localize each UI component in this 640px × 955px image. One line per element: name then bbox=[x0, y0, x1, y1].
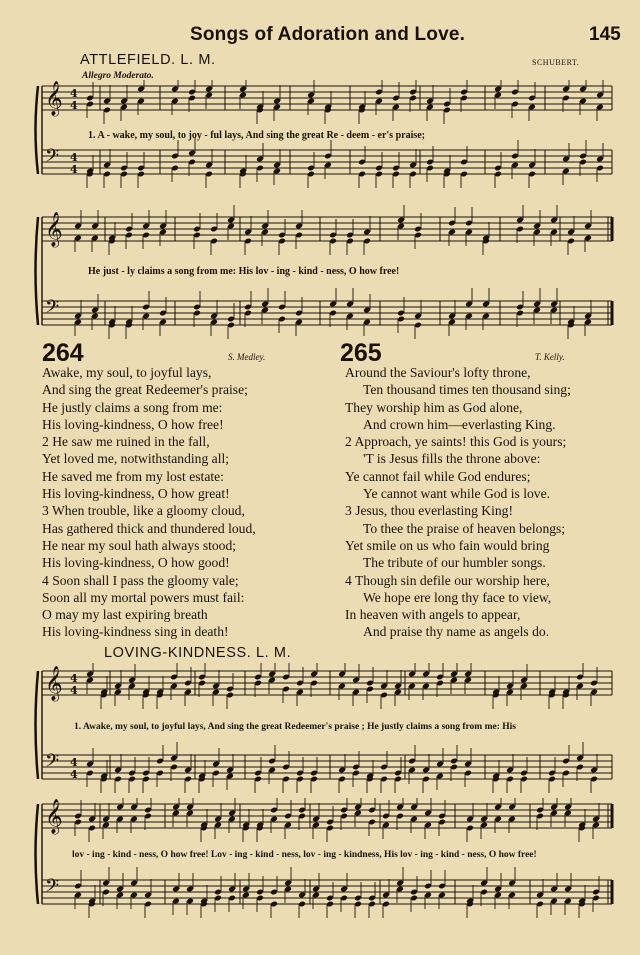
verse-line: He near my soul hath always stood; bbox=[42, 537, 237, 553]
brace bbox=[36, 86, 39, 174]
verse-line: The tribute of our humbler songs. bbox=[363, 555, 546, 571]
time-signature: 4 bbox=[70, 672, 78, 685]
bass-staff bbox=[42, 742, 612, 793]
page-title: Songs of Adoration and Love. bbox=[190, 24, 466, 45]
hymn-author: T. Kelly. bbox=[535, 352, 565, 362]
verse-line: 2 Approach, ye saints! this God is yours; bbox=[345, 434, 567, 450]
verse-line: 2 He saw me ruined in the fall, bbox=[42, 434, 210, 450]
time-signature: 4 bbox=[70, 163, 78, 176]
verse-line: Has gathered thick and thundered loud, bbox=[42, 520, 256, 536]
verse-line: Awake, my soul, to joyful lays, bbox=[42, 365, 212, 380]
treble-clef-icon: 𝄞 bbox=[45, 799, 63, 834]
brace bbox=[36, 804, 39, 904]
bass-staff bbox=[42, 867, 612, 918]
verse-line: His loving-kindness, O how good! bbox=[42, 555, 230, 571]
verse-line: O may my last expiring breath bbox=[42, 607, 208, 623]
time-signature: 4 bbox=[70, 151, 78, 164]
bass-clef-icon: 𝄢 bbox=[45, 146, 60, 171]
verse-line: And crown him—everlasting King. bbox=[363, 416, 556, 432]
page-number: 145 bbox=[589, 24, 621, 45]
bass-staff bbox=[42, 137, 612, 188]
verse-line: To thee the praise of heaven belongs; bbox=[363, 520, 566, 536]
treble-staff bbox=[42, 80, 612, 124]
time-signature: 4 bbox=[70, 684, 78, 697]
time-signature: 4 bbox=[70, 99, 78, 112]
verse-line: Ye cannot want while God is love. bbox=[363, 486, 551, 502]
time-signature: 4 bbox=[70, 87, 78, 100]
lyric-line: 1. A - wake, my soul, to joy - ful lays, And sing the great Re - deem - er's praise; bbox=[88, 130, 426, 141]
music-system-1 bbox=[0, 80, 640, 205]
verse-line: His loving-kindness, O how great! bbox=[42, 486, 230, 502]
time-signature: 4 bbox=[70, 756, 78, 769]
treble-staff bbox=[42, 663, 612, 709]
verse-line: Ten thousand times ten thousand sing; bbox=[363, 382, 571, 398]
verse-line: He saved me from my lost estate: bbox=[42, 468, 224, 484]
bass-staff bbox=[42, 288, 612, 339]
verse-line: Ye cannot fail while God endures; bbox=[345, 468, 531, 484]
verse-line: We hope ere long thy face to view, bbox=[363, 589, 552, 605]
verse-line: 3 Jesus, thou everlasting King! bbox=[345, 503, 514, 519]
hymn-264-text bbox=[42, 364, 256, 641]
tune-name-loving-kindness: LOVING-KINDNESS. L. M. bbox=[104, 645, 292, 661]
music-system-4 bbox=[0, 798, 640, 938]
hymn-number: 264 bbox=[42, 339, 84, 367]
verse-line: And praise thy name as angels do. bbox=[363, 624, 550, 640]
lyric-line: He just - ly claims a song from me: His lov - ing - kind - ness, O how free! bbox=[88, 266, 400, 277]
brace bbox=[36, 671, 39, 779]
hymn-265-text bbox=[345, 364, 571, 641]
verse-line: 4 Soon shall I pass the gloomy vale; bbox=[42, 572, 239, 588]
treble-staff bbox=[42, 205, 612, 255]
verse-line: 'T is Jesus fills the throne above: bbox=[363, 451, 541, 467]
verse-line: In heaven with angels to appear, bbox=[345, 607, 521, 623]
verse-line: He justly claims a song from me: bbox=[42, 399, 223, 415]
treble-clef-icon: 𝄞 bbox=[45, 212, 63, 247]
verse-line: They worship him as God alone, bbox=[345, 399, 523, 415]
composer: SCHUBERT. bbox=[532, 58, 580, 67]
treble-clef-icon: 𝄞 bbox=[45, 666, 63, 701]
hymn-number: 265 bbox=[340, 339, 382, 367]
verse-line: 4 Though sin defile our worship here, bbox=[345, 572, 550, 588]
verse-line: His loving-kindness, O how free! bbox=[42, 416, 224, 432]
verse-line: Around the Saviour's lofty throne, bbox=[345, 365, 531, 380]
time-signature: 4 bbox=[70, 768, 78, 781]
treble-clef-icon: 𝄞 bbox=[45, 81, 63, 116]
bass-clef-icon: 𝄢 bbox=[45, 297, 60, 322]
verse-line: Yet loved me, notwithstanding all; bbox=[42, 451, 230, 467]
verse-line: 3 When trouble, like a gloomy cloud, bbox=[42, 503, 245, 519]
bass-clef-icon: 𝄢 bbox=[45, 876, 60, 901]
verse-line: His loving-kindness sing in death! bbox=[42, 624, 229, 640]
tempo-marking: Allegro Moderato. bbox=[82, 71, 154, 81]
verse-line: Soon all my mortal powers must fail: bbox=[42, 589, 245, 605]
lyric-line: 1. Awake, my soul, to joyful lays, And sing the great Redeemer's praise ; He justly claims a song from me: His bbox=[74, 722, 516, 732]
tune-name-attlefield: ATTLEFIELD. L. M. bbox=[80, 52, 216, 68]
hymn-author: S. Medley. bbox=[228, 352, 266, 362]
brace bbox=[36, 217, 39, 325]
verse-line: And sing the great Redeemer's praise; bbox=[42, 382, 248, 398]
verse-line: Yet smile on us who fain would bring bbox=[345, 537, 550, 553]
lyric-line: lov - ing - kind - ness, O how free! Lov - ing - kind - ness, lov - ing - kindness, His lov - ing - kind - ness, O how free! bbox=[72, 850, 537, 860]
bass-clef-icon: 𝄢 bbox=[45, 751, 60, 776]
treble-staff bbox=[42, 798, 612, 842]
